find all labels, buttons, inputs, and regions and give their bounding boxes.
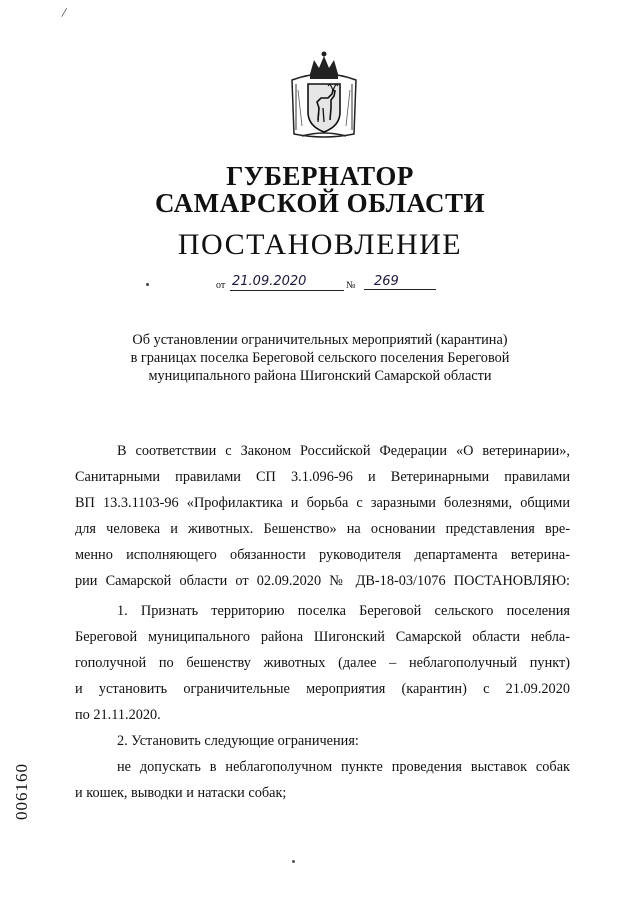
body-line: Санитарными правилами СП 3.1.096-96 и Ветеринарными правилами [75,469,570,485]
coat-of-arms-icon [288,50,360,140]
margin-dot [292,860,295,863]
issuer-title-line2: САМАРСКОЙ ОБЛАСТИ [154,188,486,218]
margin-dot [146,283,149,286]
body-line: и кошек, выводки и натаски собак; [75,785,287,801]
body-line: рии Самарской области от 02.09.2020 № ДВ-18-03/1076 ПОСТАНОВЛЯЮ: [75,573,570,589]
stray-pen-mark: / [60,5,68,22]
dateline [216,276,436,296]
body-line: Береговой муниципального района Шигонский Самарской области небла- [75,629,570,645]
body-line: гополучной по бешенству животных (далее – неблагополучный пункт) [75,655,570,671]
document-subject [100,331,540,385]
document-number: 269 [364,274,436,290]
body-line: В соответствии с Законом Российской Федерации «О ветеринарии», [117,443,570,459]
subject-line: муниципального района Шигонский Самарской области [148,368,492,384]
document-date: 21.09.2020 [230,274,344,291]
issuer-title-line1: ГУБЕРНАТОР [226,161,414,191]
number-label: № [346,280,356,291]
body-line: 2. Установить следующие ограничения: [117,733,359,749]
side-registration-number: 006160 [12,763,31,820]
body-line: по 21.11.2020. [75,707,161,723]
body-line: 1. Признать территорию поселка Береговой сельского поселения [117,603,570,619]
subject-line: Об установлении ограничительных мероприятий (карантина) [132,332,508,348]
body-line: не допускать в неблагополучном пункте проведения выставок собак [117,759,570,775]
date-from-label: от [216,280,226,291]
subject-line: в границах поселка Береговой сельского поселения Береговой [130,350,510,366]
body-line: для человека и животных. Бешенство» на основании представления вре- [75,521,570,537]
body-line: менно исполняющего обязанности руководителя департамента ветерина- [75,547,570,563]
document-type: ПОСТАНОВЛЕНИЕ [177,228,463,261]
body-line: ВП 13.3.1103-96 «Профилактика и борьба с заразными болезнями, общими [75,495,570,511]
body-line: и установить ограничительные мероприятия (карантин) с 21.09.2020 [75,681,570,697]
